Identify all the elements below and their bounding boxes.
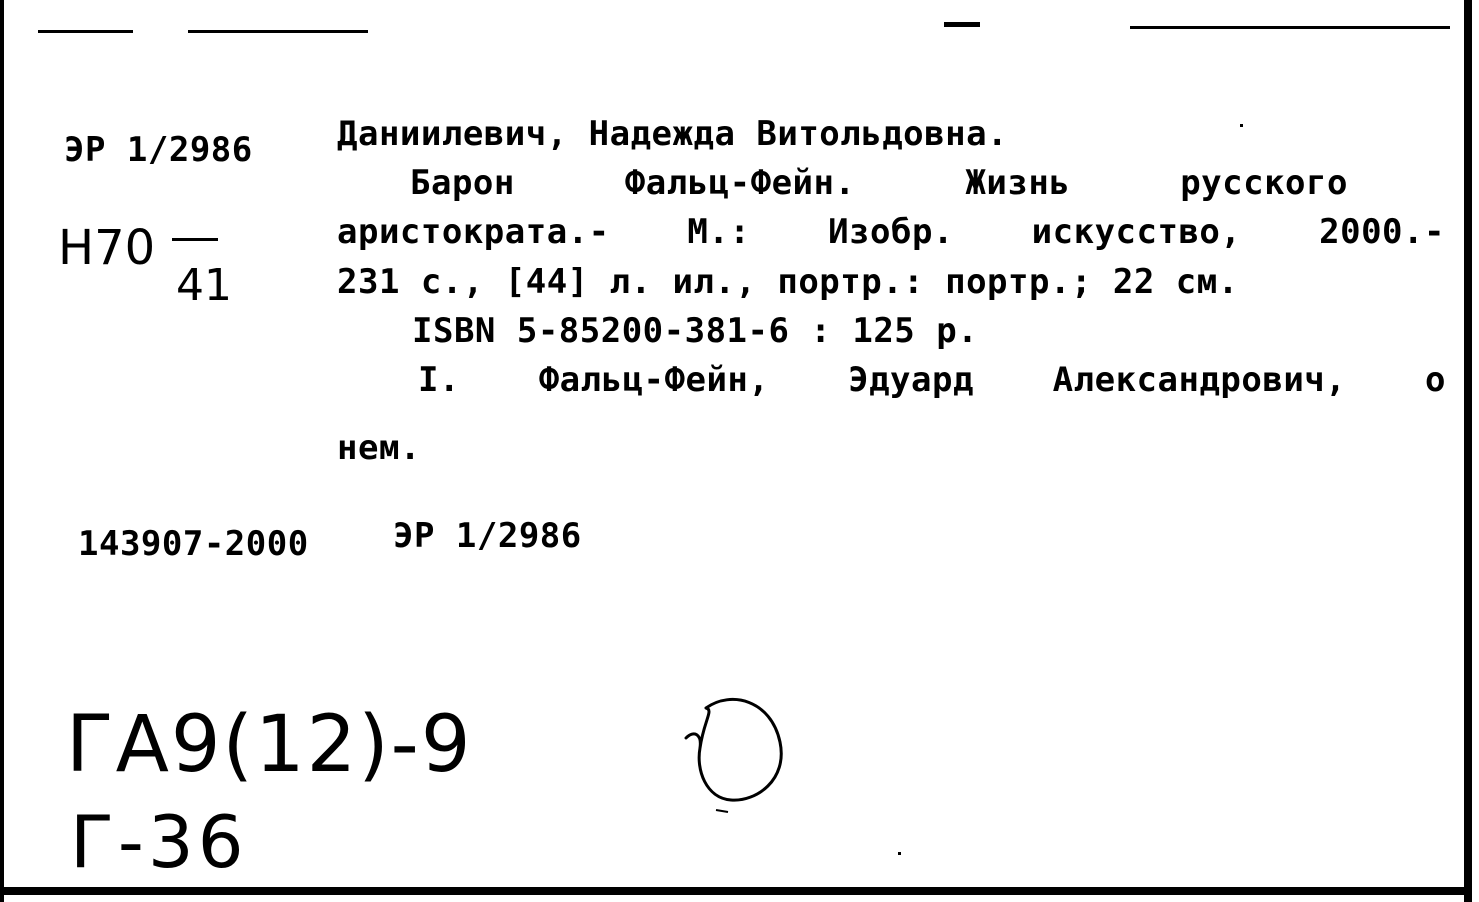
subject-word: Александрович, bbox=[1052, 360, 1347, 400]
card-left-edge bbox=[0, 0, 4, 902]
speck bbox=[898, 852, 901, 855]
top-scan-mark bbox=[1130, 26, 1450, 29]
subject-word: I. bbox=[418, 360, 460, 400]
call-number: ЭР 1/2986 bbox=[64, 130, 253, 170]
inventory-number: 143907-2000 bbox=[78, 524, 309, 564]
shelf-fraction-bar bbox=[172, 238, 218, 241]
inventory-call-number: ЭР 1/2986 bbox=[393, 516, 582, 556]
speck bbox=[1240, 124, 1243, 127]
subject-word: Фальц-Фейн, bbox=[538, 360, 770, 400]
title-word: Жизнь bbox=[965, 163, 1071, 203]
handwritten-shelf-top: Н70 bbox=[58, 220, 156, 276]
collation-line: 231 с., [44] л. ил., портр.: портр.; 22 см. bbox=[337, 262, 1239, 302]
handwritten-author-mark: Г-36 bbox=[70, 800, 248, 884]
title-line-2 bbox=[337, 212, 1445, 252]
title-line-1 bbox=[410, 163, 1348, 203]
title-word: аристократа.- bbox=[337, 212, 610, 252]
title-word: Изобр. bbox=[828, 212, 954, 252]
title-word: русского bbox=[1180, 163, 1348, 203]
drawn-circle-mark bbox=[676, 690, 796, 820]
title-word: Фальц-Фейн. bbox=[624, 163, 856, 203]
handwritten-shelf-bottom: 41 bbox=[176, 260, 232, 311]
subject-word: о bbox=[1424, 360, 1446, 400]
handwritten-classification: ГА9(12)-9 bbox=[66, 700, 473, 790]
title-word: М.: bbox=[687, 212, 751, 252]
author-heading: Даниилевич, Надежда Витольдовна. bbox=[337, 114, 1009, 154]
subject-line-2: нем. bbox=[337, 428, 421, 468]
card-right-edge bbox=[1464, 0, 1472, 902]
top-scan-mark bbox=[944, 22, 980, 27]
title-word: искусство, bbox=[1031, 212, 1242, 252]
title-word: Барон bbox=[410, 163, 515, 203]
title-word: 2000.- bbox=[1319, 212, 1445, 252]
subject-line-1 bbox=[418, 360, 1446, 400]
card-bottom-edge bbox=[0, 887, 1472, 895]
subject-word: Эдуард bbox=[848, 360, 974, 400]
top-scan-mark bbox=[38, 30, 133, 33]
top-scan-mark bbox=[188, 30, 368, 33]
isbn-line: ISBN 5-85200-381-6 : 125 р. bbox=[412, 311, 979, 351]
